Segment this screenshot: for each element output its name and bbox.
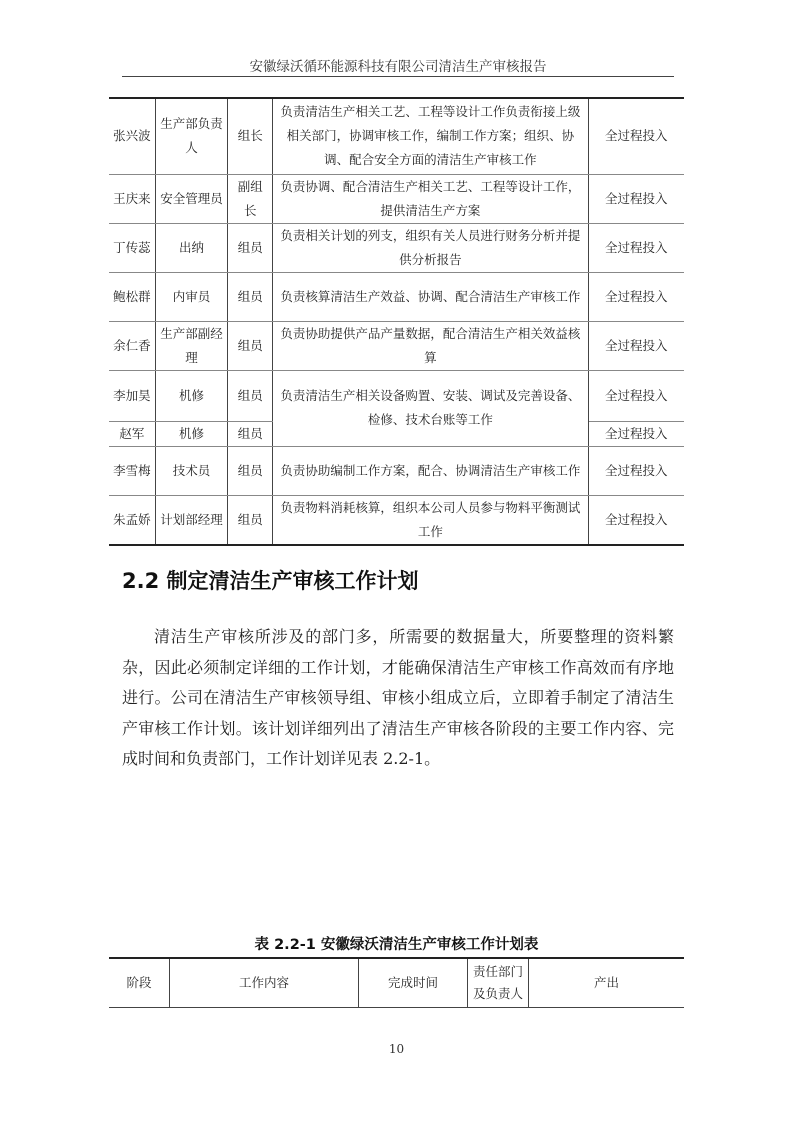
table-row (109, 495, 684, 545)
member-participation: 全过程投入 (588, 495, 684, 545)
member-participation: 全过程投入 (588, 446, 684, 495)
header-work-content: 工作内容 (170, 958, 359, 1008)
member-duty: 负责清洁生产相关设备购置、安装、调试及完善设备、检修、技术台账等工作 (273, 370, 589, 446)
member-duty: 负责相关计划的列支，组织有关人员进行财务分析并提供分析报告 (273, 223, 589, 272)
member-participation: 全过程投入 (588, 321, 684, 370)
table-header-row (109, 958, 684, 1008)
member-name: 张兴波 (109, 98, 155, 174)
member-participation: 全过程投入 (588, 174, 684, 223)
member-position: 生产部副经理 (155, 321, 228, 370)
member-participation: 全过程投入 (588, 421, 684, 446)
member-duty: 负责清洁生产相关工艺、工程等设计工作负责衔接上级相关部门，协调审核工作，编制工作方案；组织、协调、配合安全方面的清洁生产审核工作 (273, 98, 589, 174)
member-participation: 全过程投入 (588, 370, 684, 421)
member-name: 丁传蕊 (109, 223, 155, 272)
table-row (109, 446, 684, 495)
member-name: 余仁香 (109, 321, 155, 370)
work-plan-table (109, 957, 684, 1008)
member-role: 组员 (228, 370, 273, 421)
header-stage: 阶段 (109, 958, 170, 1008)
table-row (109, 223, 684, 272)
header-output: 产出 (529, 958, 685, 1008)
member-participation: 全过程投入 (588, 272, 684, 321)
section-paragraph: 清洁生产审核所涉及的部门多，所需要的数据量大，所要整理的资料繁杂，因此必须制定详细的工作计划，才能确保清洁生产审核工作高效而有序地进行。公司在清洁生产审核领导组、审核小组成立后，立即着手制定了清洁生产审核工作计划。该计划详细列出了清洁生产审核各阶段的主要工作内容、完成时间和负责部门，工作计划详见表 2.2-1。 (122, 627, 674, 768)
member-role: 副组长 (228, 174, 273, 223)
member-duty: 负责协助编制工作方案，配合、协调清洁生产审核工作 (273, 446, 589, 495)
member-name: 朱孟娇 (109, 495, 155, 545)
member-position: 技术员 (155, 446, 228, 495)
member-name: 赵军 (109, 421, 155, 446)
member-duty: 负责协助提供产品产量数据，配合清洁生产相关效益核算 (273, 321, 589, 370)
member-position: 计划部经理 (155, 495, 228, 545)
member-name: 李加昊 (109, 370, 155, 421)
member-duty: 负责物料消耗核算，组织本公司人员参与物料平衡测试工作 (273, 495, 589, 545)
header-completion-time: 完成时间 (359, 958, 468, 1008)
section-heading: 2.2 制定清洁生产审核工作计划 (122, 569, 419, 593)
table-row (109, 272, 684, 321)
member-position: 内审员 (155, 272, 228, 321)
member-role: 组员 (228, 421, 273, 446)
page-header: 安徽绿沃循环能源科技有限公司清洁生产审核报告 (249, 59, 547, 75)
member-participation: 全过程投入 (588, 98, 684, 174)
page-number: 10 (388, 1042, 405, 1056)
member-role: 组长 (228, 98, 273, 174)
member-role: 组员 (228, 223, 273, 272)
table-row (109, 321, 684, 370)
member-position: 出纳 (155, 223, 228, 272)
audit-team-table (109, 97, 684, 546)
member-name: 鲍松群 (109, 272, 155, 321)
member-name: 王庆来 (109, 174, 155, 223)
member-duty: 负责协调、配合清洁生产相关工艺、工程等设计工作，提供清洁生产方案 (273, 174, 589, 223)
member-position: 机修 (155, 421, 228, 446)
member-role: 组员 (228, 272, 273, 321)
member-role: 组员 (228, 446, 273, 495)
member-participation: 全过程投入 (588, 223, 684, 272)
header-rule (122, 76, 674, 77)
table-row (109, 98, 684, 174)
member-duty: 负责核算清洁生产效益、协调、配合清洁生产审核工作 (273, 272, 589, 321)
member-role: 组员 (228, 321, 273, 370)
table-caption: 表 2.2-1 安徽绿沃清洁生产审核工作计划表 (254, 937, 539, 953)
table-row (109, 174, 684, 223)
member-role: 组员 (228, 495, 273, 545)
table-row (109, 370, 684, 421)
member-position: 生产部负责人 (155, 98, 228, 174)
member-position: 安全管理员 (155, 174, 228, 223)
header-responsible-dept: 责任部门及负责人 (468, 958, 529, 1008)
member-position: 机修 (155, 370, 228, 421)
member-name: 李雪梅 (109, 446, 155, 495)
